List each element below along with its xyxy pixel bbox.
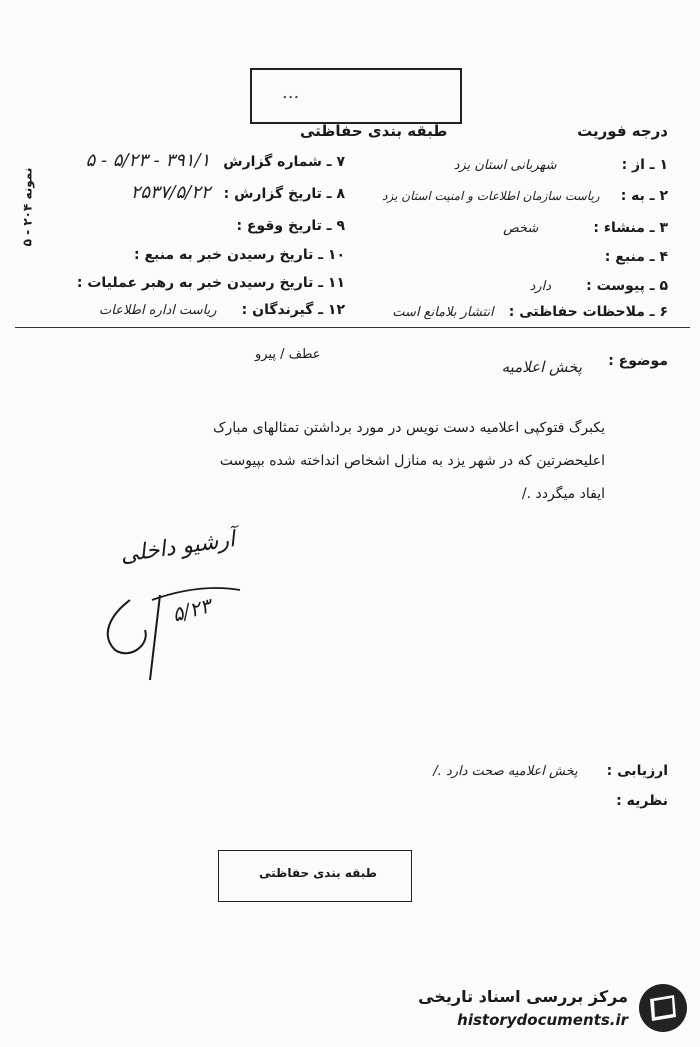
field-to-label: ۲ ـ به : — [620, 188, 668, 204]
handwritten-note: آرشیو داخلی — [118, 527, 237, 568]
header-divider — [15, 327, 690, 328]
footer-classification-stamp — [218, 850, 412, 902]
field-origin-value: شخص — [503, 221, 539, 236]
opinion-row — [468, 790, 668, 809]
field-from — [378, 154, 668, 173]
field-report-date — [80, 182, 345, 203]
field-occurrence-date — [100, 215, 345, 234]
handwritten-date: ۵/۲۳ — [169, 593, 214, 627]
field-report-number-value: ۳۹۱/۱ - ۵/۲۳ - ۵ — [85, 150, 211, 171]
evaluation-label: ارزیابی : — [606, 763, 668, 779]
archive-logo-icon — [636, 981, 690, 1035]
field-source — [378, 246, 668, 265]
side-form-code: نمونه ۲۰۴ - ۵ — [20, 167, 35, 247]
field-report-number-label: ۷ ـ شماره گزارش — [223, 154, 345, 170]
field-from-label: ۱ ـ از : — [621, 157, 668, 173]
field-operations-received-date — [76, 272, 345, 291]
field-occurrence-date-label: ۹ ـ تاریخ وقوع : — [236, 218, 345, 234]
body-line-3: ایفاد میگردد ./ — [521, 486, 605, 502]
field-source-label: ۴ ـ منبع : — [604, 249, 668, 265]
field-recipients-label: ۱۲ ـ گیرندگان : — [241, 302, 345, 318]
evaluation-row — [348, 760, 668, 779]
field-security-notes — [338, 301, 668, 320]
field-source-received-date-label: ۱۰ ـ تاریخ رسیدن خبر به منبع : — [133, 247, 345, 263]
field-attachment-label: ۵ ـ پیوست : — [586, 278, 668, 294]
field-origin-label: ۳ ـ منشاء : — [593, 220, 668, 236]
field-origin — [378, 217, 668, 236]
opinion-label: نظریه : — [616, 793, 668, 809]
classification-heading: طبقه بندی حفاظتی — [300, 122, 448, 140]
watermark-org-name: مرکز بررسی اسناد تاریخی — [418, 987, 628, 1006]
body-line-2: اعلیحضرتین که در شهر یزد به منازل اشخاص انداخته شده بپیوست — [219, 453, 605, 469]
footer-stamp-text: طبقه بندی حفاظتی — [259, 866, 377, 880]
field-attachment-value: دارد — [529, 279, 552, 294]
watermark — [390, 985, 690, 1035]
watermark-site: historydocuments.ir — [457, 1011, 628, 1029]
field-recipients — [50, 299, 345, 318]
field-report-number — [60, 150, 345, 171]
body-line-1: یکبرگ فتوکپی اعلامیه دست نویس در مورد برداشتن تمثالهای مبارک — [212, 420, 605, 436]
field-security-notes-value: انتشار بلامانع است — [392, 305, 494, 320]
signature-scribble — [90, 560, 290, 700]
priority-label: درجه فوریت — [577, 122, 668, 140]
field-operations-received-date-label: ۱۱ ـ تاریخ رسیدن خبر به رهبر عملیات : — [76, 275, 345, 291]
subject-reference: عطف / پیرو — [255, 347, 321, 362]
top-stamp-text: ... — [282, 82, 300, 103]
subject-label: موضوع : — [608, 353, 668, 369]
field-from-value: شهربانی استان یزد — [453, 158, 557, 173]
field-report-date-value: ۲۵۳۷/۵/۲۲ — [130, 182, 211, 203]
field-report-date-label: ۸ ـ تاریخ گزارش : — [223, 186, 345, 202]
field-attachment — [378, 275, 668, 294]
field-source-received-date — [100, 244, 345, 263]
field-to — [338, 185, 668, 204]
evaluation-value: پخش اعلامیه صحت دارد ./ — [433, 764, 578, 779]
field-recipients-value: ریاست اداره اطلاعات — [98, 303, 217, 318]
top-classification-stamp — [250, 68, 462, 124]
field-to-value: ریاست سازمان اطلاعات و امنیت استان یزد — [382, 189, 600, 203]
field-security-notes-label: ۶ ـ ملاحظات حفاظتی : — [508, 304, 668, 320]
subject-value: پخش اعلامیه — [501, 358, 582, 376]
